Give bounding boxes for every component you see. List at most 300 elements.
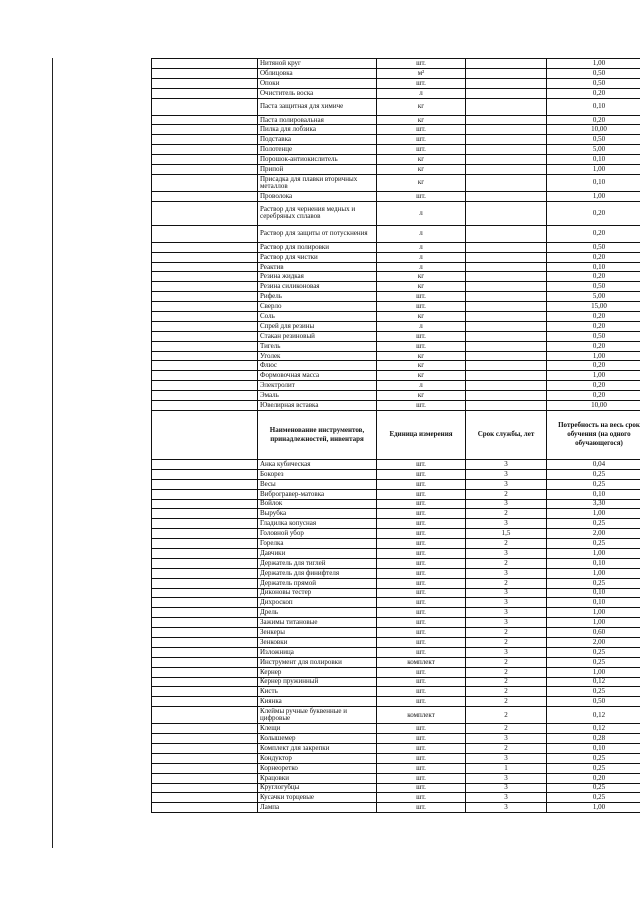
blank-cell — [152, 201, 258, 225]
item-unit: шт. — [377, 125, 466, 135]
item-need: 1,00 — [547, 59, 640, 69]
item-name: Подставка — [258, 135, 377, 145]
blank-cell — [152, 174, 258, 191]
item-name: Вырубка — [258, 509, 377, 519]
item-life: 3 — [466, 479, 547, 489]
item-name: Давчики — [258, 548, 377, 558]
item-unit: шт. — [377, 539, 466, 549]
blank-life-cell — [466, 351, 547, 361]
item-unit: шт. — [377, 793, 466, 803]
item-unit: кг — [377, 351, 466, 361]
item-need: 0,20 — [547, 201, 640, 225]
blank-cell — [152, 469, 258, 479]
item-need: 0,25 — [547, 763, 640, 773]
blank-cell — [152, 558, 258, 568]
blank-life-cell — [466, 252, 547, 262]
item-need: 2,00 — [547, 529, 640, 539]
blank-life-cell — [466, 391, 547, 401]
item-name: Держатель для тиглей — [258, 558, 377, 568]
item-need: 0,50 — [547, 242, 640, 252]
item-unit: шт. — [377, 509, 466, 519]
item-unit: кг — [377, 174, 466, 191]
item-name: Крацовки — [258, 773, 377, 783]
table-row — [152, 578, 640, 588]
item-life: 3 — [466, 469, 547, 479]
table-row — [152, 558, 640, 568]
item-unit: шт. — [377, 135, 466, 145]
item-life: 2 — [466, 539, 547, 549]
blank-cell — [152, 687, 258, 697]
blank-cell — [152, 529, 258, 539]
table-row — [152, 499, 640, 509]
item-need: 15,00 — [547, 302, 640, 312]
blank-cell — [152, 707, 258, 724]
item-unit: шт. — [377, 608, 466, 618]
blank-cell — [152, 519, 258, 529]
item-name: Зажимы титановые — [258, 618, 377, 628]
item-name: Присадка для плавки вторичных металлов — [258, 174, 377, 191]
item-need: 1,00 — [547, 191, 640, 201]
item-name: Резина силиконовая — [258, 282, 377, 292]
blank-cell — [152, 312, 258, 322]
item-unit: шт. — [377, 687, 466, 697]
blank-cell — [152, 381, 258, 391]
table-row — [152, 637, 640, 647]
blank-cell — [152, 155, 258, 165]
tools-table-header — [152, 410, 640, 459]
blank-life-cell — [466, 361, 547, 371]
item-name: Формовочная масса — [258, 371, 377, 381]
blank-life-cell — [466, 78, 547, 88]
item-need: 0,25 — [547, 657, 640, 667]
table-row — [152, 677, 640, 687]
table-row — [152, 724, 640, 734]
item-name: Зенковки — [258, 637, 377, 647]
item-unit: шт. — [377, 341, 466, 351]
blank-cell — [152, 125, 258, 135]
table-row — [152, 59, 640, 69]
item-unit: шт. — [377, 489, 466, 499]
table-row — [152, 459, 640, 469]
item-unit: шт. — [377, 145, 466, 155]
item-name: Электролит — [258, 381, 377, 391]
blank-cell — [152, 371, 258, 381]
item-name: Спрей для резины — [258, 321, 377, 331]
blank-life-cell — [466, 115, 547, 125]
blank-cell — [152, 272, 258, 282]
item-name: Кисть — [258, 687, 377, 697]
item-name: Пилка для лобзика — [258, 125, 377, 135]
table-row — [152, 469, 640, 479]
blank-cell — [152, 459, 258, 469]
blank-life-cell — [466, 371, 547, 381]
item-unit: л — [377, 242, 466, 252]
blank-cell — [152, 637, 258, 647]
item-name: Паста защитная для химиче — [258, 98, 377, 115]
item-unit: шт. — [377, 734, 466, 744]
item-life: 3 — [466, 608, 547, 618]
blank-life-cell — [466, 68, 547, 78]
item-name: Кернер — [258, 667, 377, 677]
table-row — [152, 145, 640, 155]
item-name: Круглогубцы — [258, 783, 377, 793]
item-unit: шт. — [377, 292, 466, 302]
table-row — [152, 539, 640, 549]
item-need: 2,00 — [547, 637, 640, 647]
item-name: Резина жидкая — [258, 272, 377, 282]
item-name: Держатель прямой — [258, 578, 377, 588]
item-unit: шт. — [377, 469, 466, 479]
blank-cell — [152, 391, 258, 401]
blank-cell — [152, 773, 258, 783]
item-unit: кг — [377, 371, 466, 381]
item-life: 2 — [466, 677, 547, 687]
blank-cell — [152, 302, 258, 312]
item-life: 2 — [466, 489, 547, 499]
table-row — [152, 667, 640, 677]
item-name: Войлок — [258, 499, 377, 509]
item-unit: кг — [377, 361, 466, 371]
blank-cell — [152, 697, 258, 707]
item-unit: шт. — [377, 697, 466, 707]
item-name: Весы — [258, 479, 377, 489]
table-row — [152, 509, 640, 519]
table-row — [152, 773, 640, 783]
table-row — [152, 588, 640, 598]
item-life: 3 — [466, 519, 547, 529]
item-unit: кг — [377, 155, 466, 165]
blank-life-cell — [466, 88, 547, 98]
item-unit: шт. — [377, 647, 466, 657]
blank-cell — [152, 321, 258, 331]
item-life: 3 — [466, 568, 547, 578]
item-need: 1,00 — [547, 618, 640, 628]
item-need: 1,00 — [547, 371, 640, 381]
item-need: 3,30 — [547, 499, 640, 509]
item-unit: шт. — [377, 753, 466, 763]
blank-cell — [152, 59, 258, 69]
item-need: 1,00 — [547, 165, 640, 175]
item-unit: шт. — [377, 59, 466, 69]
blank-cell — [152, 657, 258, 667]
item-name: Диконовы тестер — [258, 588, 377, 598]
item-name: Рифель — [258, 292, 377, 302]
table-row — [152, 608, 640, 618]
blank-cell — [152, 242, 258, 252]
requirements-table — [151, 58, 640, 813]
table-row — [152, 68, 640, 78]
item-need: 1,00 — [547, 608, 640, 618]
table-row — [152, 165, 640, 175]
item-unit: шт. — [377, 637, 466, 647]
item-unit: шт. — [377, 598, 466, 608]
item-need: 0,25 — [547, 783, 640, 793]
blank-cell — [152, 793, 258, 803]
table-row — [152, 753, 640, 763]
blank-cell — [152, 509, 258, 519]
item-life: 2 — [466, 628, 547, 638]
table-row — [152, 174, 640, 191]
table-row — [152, 351, 640, 361]
item-need: 1,00 — [547, 351, 640, 361]
item-unit: л — [377, 381, 466, 391]
item-need: 1,00 — [547, 803, 640, 813]
item-need: 0,28 — [547, 734, 640, 744]
item-name: Полотенце — [258, 145, 377, 155]
tools-table-body — [152, 459, 640, 812]
item-life: 3 — [466, 588, 547, 598]
blank-cell — [152, 341, 258, 351]
header-blank-cell — [152, 410, 258, 459]
item-need: 0,12 — [547, 677, 640, 687]
table-row — [152, 743, 640, 753]
item-need: 1,00 — [547, 509, 640, 519]
table-row — [152, 793, 640, 803]
table-row — [152, 201, 640, 225]
item-need: 0,50 — [547, 697, 640, 707]
item-need: 0,10 — [547, 489, 640, 499]
table-row — [152, 687, 640, 697]
item-unit: комплект — [377, 707, 466, 724]
blank-life-cell — [466, 341, 547, 351]
blank-cell — [152, 598, 258, 608]
item-unit: шт. — [377, 459, 466, 469]
table-row — [152, 618, 640, 628]
item-need: 0,20 — [547, 312, 640, 322]
item-life: 3 — [466, 647, 547, 657]
blank-life-cell — [466, 125, 547, 135]
item-need: 0,10 — [547, 98, 640, 115]
blank-cell — [152, 608, 258, 618]
table-row — [152, 371, 640, 381]
blank-life-cell — [466, 174, 547, 191]
item-name: Опоки — [258, 78, 377, 88]
table-row — [152, 381, 640, 391]
item-unit: шт. — [377, 677, 466, 687]
item-name: Кусачки торцевые — [258, 793, 377, 803]
item-life: 3 — [466, 773, 547, 783]
item-need: 0,20 — [547, 361, 640, 371]
table-row — [152, 225, 640, 242]
blank-life-cell — [466, 165, 547, 175]
item-need: 0,20 — [547, 272, 640, 282]
item-unit: кг — [377, 98, 466, 115]
item-unit: шт. — [377, 548, 466, 558]
item-life: 2 — [466, 509, 547, 519]
blank-cell — [152, 489, 258, 499]
item-need: 0,50 — [547, 68, 640, 78]
blank-cell — [152, 539, 258, 549]
header-need: Потребность на весь срок обучения (на одного обучающегося) — [547, 410, 640, 459]
table-row — [152, 302, 640, 312]
item-unit: л — [377, 88, 466, 98]
item-name: Соль — [258, 312, 377, 322]
table-row — [152, 252, 640, 262]
item-need: 1,00 — [547, 568, 640, 578]
blank-cell — [152, 734, 258, 744]
item-need: 0,25 — [547, 578, 640, 588]
item-unit: шт. — [377, 724, 466, 734]
item-life: 2 — [466, 667, 547, 677]
item-name: Головной убор — [258, 529, 377, 539]
blank-cell — [152, 647, 258, 657]
item-need: 0,25 — [547, 539, 640, 549]
item-need: 0,20 — [547, 115, 640, 125]
blank-cell — [152, 225, 258, 242]
item-unit: шт. — [377, 578, 466, 588]
item-life: 3 — [466, 499, 547, 509]
item-unit: шт. — [377, 743, 466, 753]
item-need: 0,10 — [547, 262, 640, 272]
item-need: 0,10 — [547, 174, 640, 191]
item-unit: шт. — [377, 618, 466, 628]
item-name: Корнеоретко — [258, 763, 377, 773]
item-name: Стакан резиновый — [258, 331, 377, 341]
table-row — [152, 115, 640, 125]
item-unit: шт. — [377, 588, 466, 598]
table-row — [152, 341, 640, 351]
item-name: Ювелирная вставка — [258, 401, 377, 411]
item-name: Кернер пружинный — [258, 677, 377, 687]
blank-cell — [152, 803, 258, 813]
item-need: 0,20 — [547, 773, 640, 783]
item-name: Кондуктор — [258, 753, 377, 763]
blank-life-cell — [466, 292, 547, 302]
table-row — [152, 647, 640, 657]
item-life: 2 — [466, 724, 547, 734]
item-need: 10,00 — [547, 401, 640, 411]
table-row — [152, 734, 640, 744]
item-name: Уголек — [258, 351, 377, 361]
blank-life-cell — [466, 381, 547, 391]
item-need: 0,50 — [547, 282, 640, 292]
item-name: Колышемер — [258, 734, 377, 744]
table-row — [152, 135, 640, 145]
item-unit: кг — [377, 282, 466, 292]
item-need: 0,10 — [547, 155, 640, 165]
item-name: Гладилка копусная — [258, 519, 377, 529]
item-unit: кг — [377, 165, 466, 175]
item-need: 0,25 — [547, 647, 640, 657]
item-need: 0,10 — [547, 743, 640, 753]
item-name: Держатель для финифтеля — [258, 568, 377, 578]
item-unit: м² — [377, 68, 466, 78]
item-need: 0,20 — [547, 341, 640, 351]
header-name: Наименование инструментов, принадлежностей, инвентаря — [258, 410, 377, 459]
item-unit: шт. — [377, 529, 466, 539]
item-need: 0,04 — [547, 459, 640, 469]
blank-life-cell — [466, 401, 547, 411]
blank-cell — [152, 292, 258, 302]
item-name: Эмаль — [258, 391, 377, 401]
blank-cell — [152, 361, 258, 371]
item-need: 5,00 — [547, 292, 640, 302]
item-unit: л — [377, 262, 466, 272]
blank-cell — [152, 351, 258, 361]
item-unit: шт. — [377, 558, 466, 568]
item-unit: шт. — [377, 568, 466, 578]
item-unit: шт. — [377, 331, 466, 341]
item-unit: шт. — [377, 302, 466, 312]
blank-cell — [152, 578, 258, 588]
table-row — [152, 401, 640, 411]
item-unit: кг — [377, 312, 466, 322]
item-life: 1 — [466, 763, 547, 773]
item-unit: шт. — [377, 763, 466, 773]
item-need: 0,10 — [547, 558, 640, 568]
item-need: 0,25 — [547, 793, 640, 803]
blank-life-cell — [466, 155, 547, 165]
table-row — [152, 598, 640, 608]
blank-cell — [152, 548, 258, 558]
blank-cell — [152, 667, 258, 677]
item-name: Облицовка — [258, 68, 377, 78]
blank-life-cell — [466, 191, 547, 201]
item-name: Раствор для чернения медных и серебряных сплавов — [258, 201, 377, 225]
item-unit: л — [377, 225, 466, 242]
blank-life-cell — [466, 331, 547, 341]
table-row — [152, 282, 640, 292]
blank-cell — [152, 743, 258, 753]
item-unit: шт. — [377, 783, 466, 793]
blank-cell — [152, 568, 258, 578]
table-row — [152, 191, 640, 201]
item-need: 0,50 — [547, 331, 640, 341]
table-row — [152, 568, 640, 578]
item-name: Флюс — [258, 361, 377, 371]
item-unit: шт. — [377, 191, 466, 201]
blank-cell — [152, 618, 258, 628]
table-row — [152, 657, 640, 667]
item-name: Раствор для чистки — [258, 252, 377, 262]
item-need: 5,00 — [547, 145, 640, 155]
blank-life-cell — [466, 135, 547, 145]
item-need: 0,20 — [547, 321, 640, 331]
table-row — [152, 321, 640, 331]
table-row — [152, 783, 640, 793]
item-life: 2 — [466, 558, 547, 568]
item-name: Изложница — [258, 647, 377, 657]
item-unit: шт. — [377, 773, 466, 783]
item-unit: комплект — [377, 657, 466, 667]
table-row — [152, 331, 640, 341]
table-row — [152, 479, 640, 489]
blank-cell — [152, 499, 258, 509]
table-row — [152, 548, 640, 558]
table-row — [152, 628, 640, 638]
item-unit: шт. — [377, 628, 466, 638]
item-need: 0,20 — [547, 391, 640, 401]
table-row — [152, 312, 640, 322]
blank-cell — [152, 68, 258, 78]
item-need: 0,25 — [547, 687, 640, 697]
blank-life-cell — [466, 98, 547, 115]
item-name: Нитяной круг — [258, 59, 377, 69]
table-row — [152, 262, 640, 272]
item-need: 0,25 — [547, 479, 640, 489]
item-name: Раствор для защиты от потускнения — [258, 225, 377, 242]
item-need: 0,50 — [547, 78, 640, 88]
item-need: 0,20 — [547, 225, 640, 242]
header-unit: Единица измерения — [377, 410, 466, 459]
blank-life-cell — [466, 321, 547, 331]
blank-cell — [152, 401, 258, 411]
item-unit: шт. — [377, 78, 466, 88]
item-life: 3 — [466, 783, 547, 793]
blank-cell — [152, 98, 258, 115]
item-unit: шт. — [377, 667, 466, 677]
blank-cell — [152, 252, 258, 262]
